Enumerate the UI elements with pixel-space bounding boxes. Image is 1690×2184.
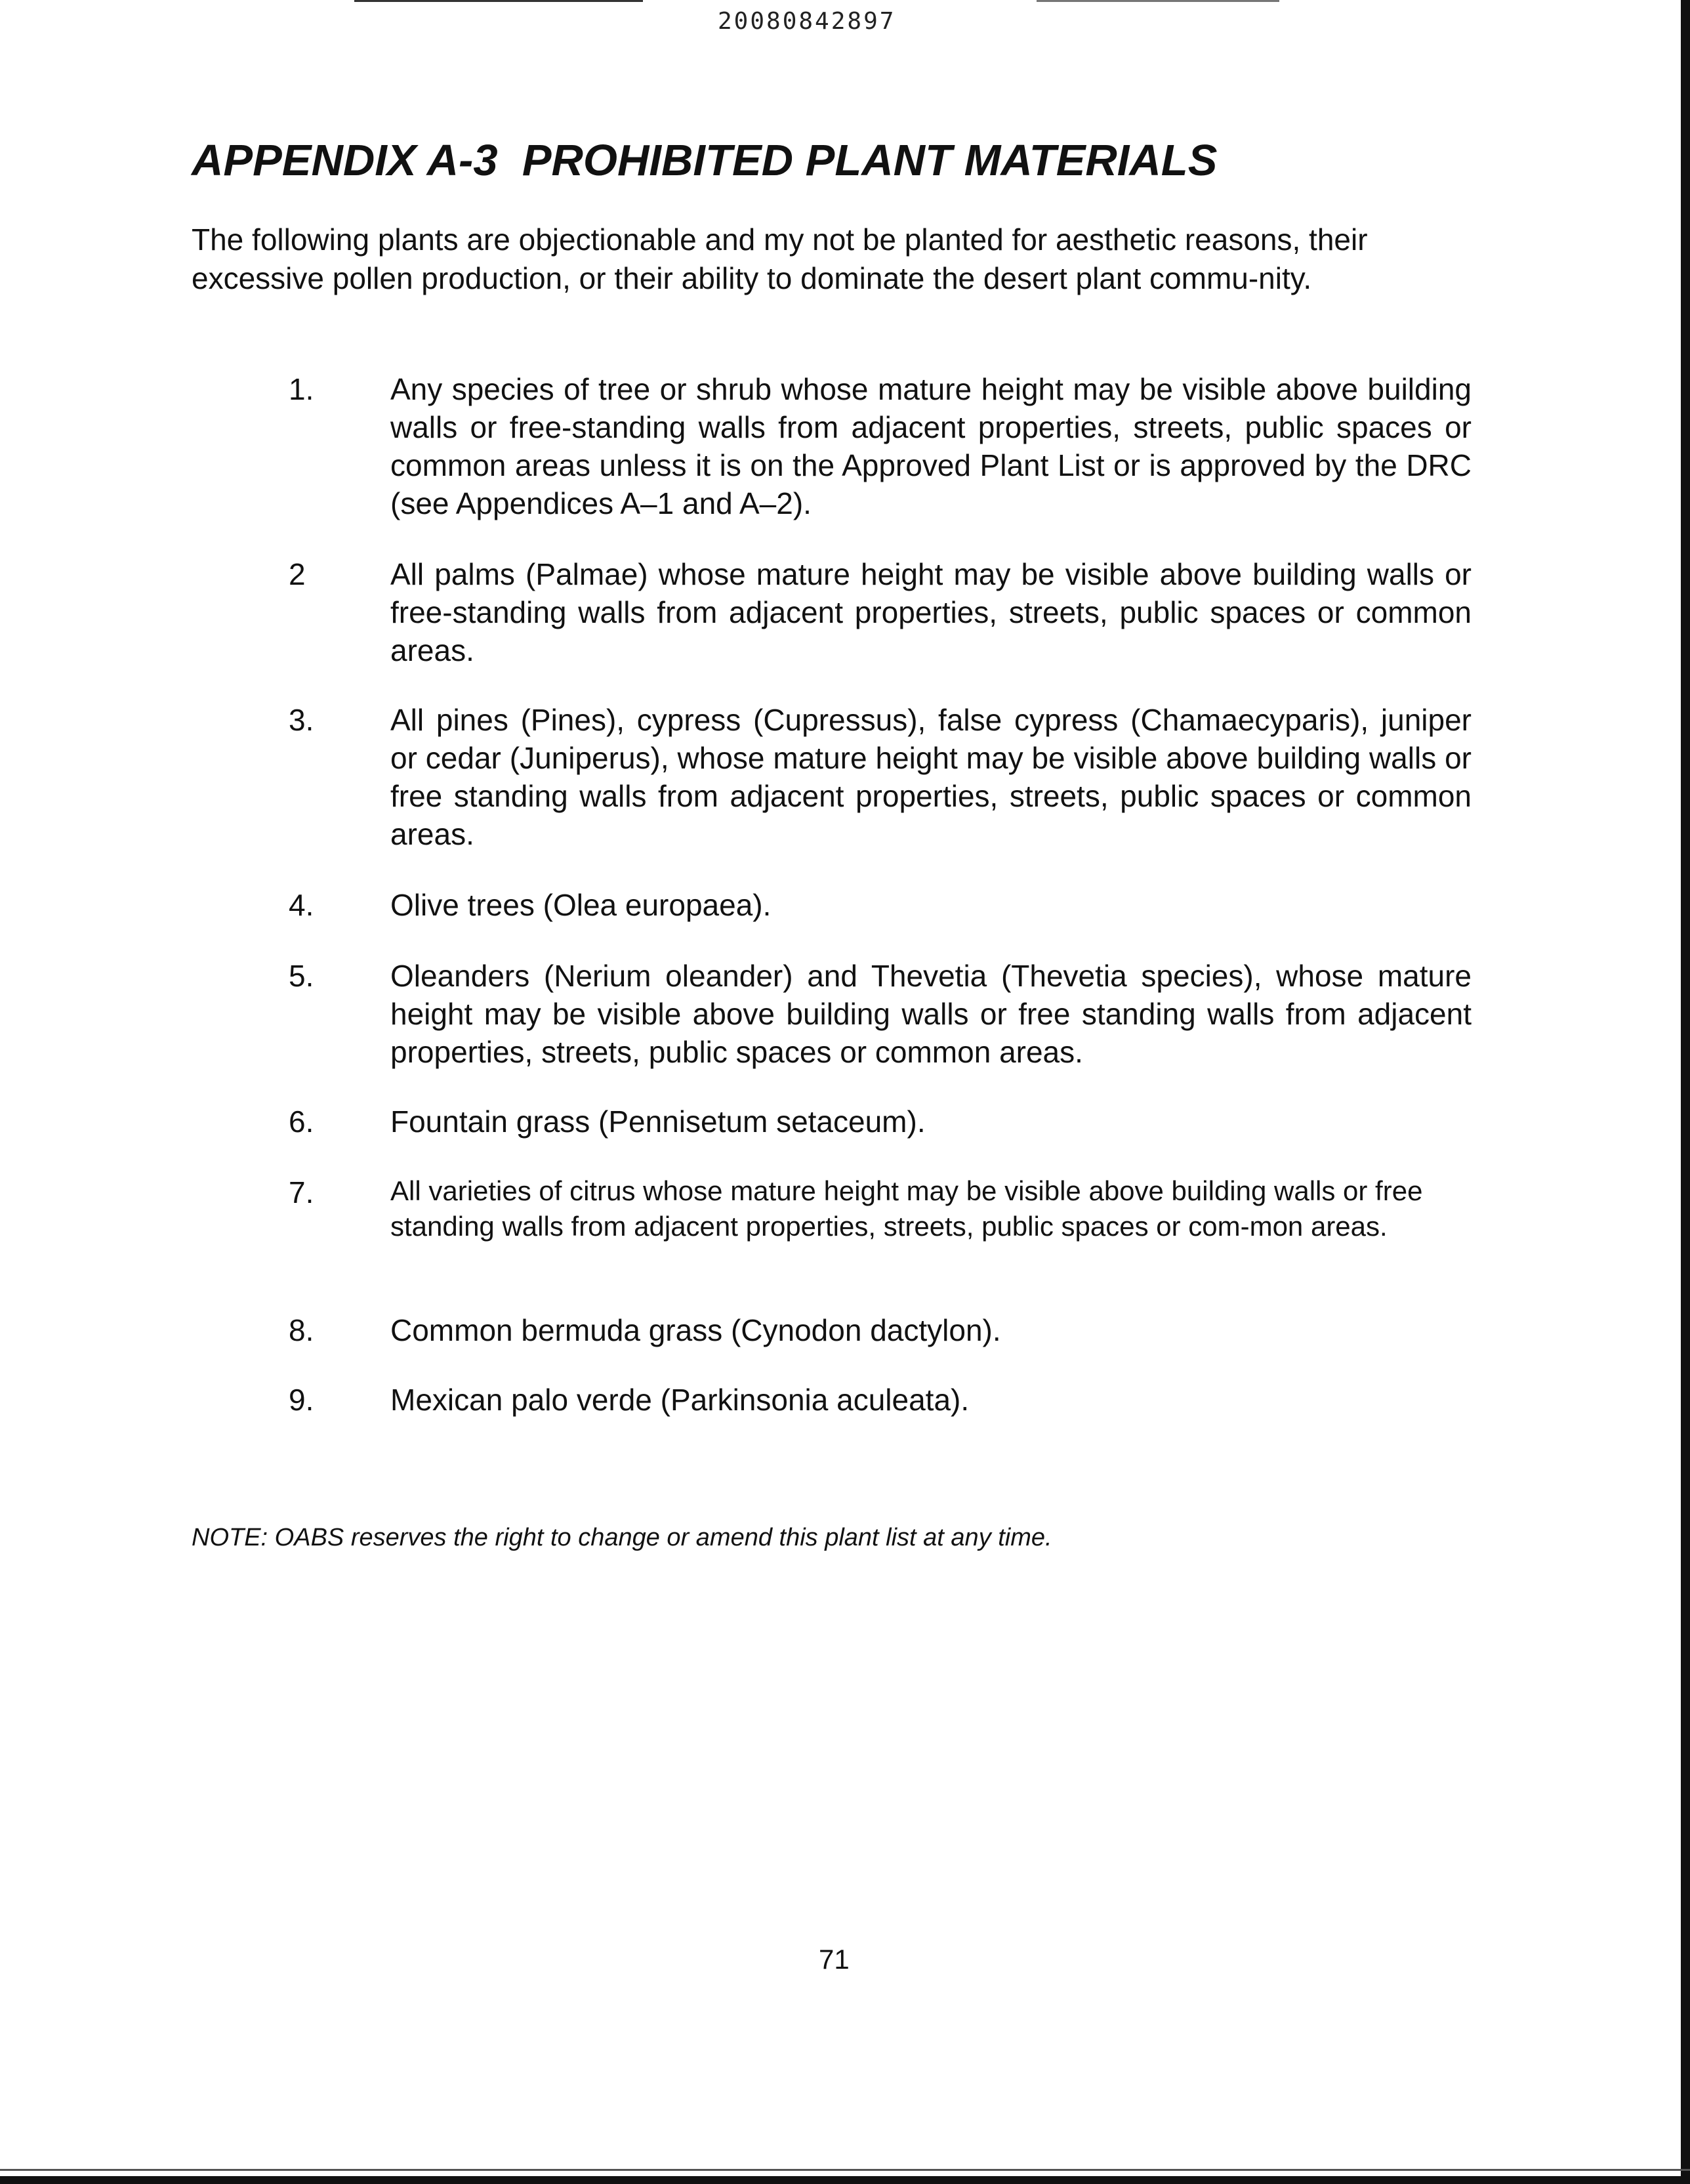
item-number: 5. <box>289 959 314 993</box>
top-rule-right <box>1037 0 1279 2</box>
scan-edge-bottom-line <box>0 2169 1690 2171</box>
item-number: 3. <box>289 703 314 737</box>
page-title: APPENDIX A-3 PROHIBITED PLANT MATERIALS <box>192 136 1218 185</box>
item-number: 2 <box>289 557 306 591</box>
item-number: 9. <box>289 1383 314 1417</box>
intro-paragraph: The following plants are objectionable and my not be planted for aesthetic reasons, their excessive pollen production, or their ability to dominate the desert plant commu-nity. <box>192 222 1368 295</box>
item-text: All pines (Pines), cypress (Cupressus), false cypress (Chamaecyparis), juniper or cedar (Juniperus), whose mature height may be visible above building walls or free standing walls from adjacent properties, streets, public spaces or common areas. <box>390 703 1472 851</box>
item-text: Fountain grass (Pennisetum setaceum). <box>390 1104 926 1139</box>
item-number: 8. <box>289 1313 314 1347</box>
scan-edge-bottom <box>0 2176 1690 2184</box>
item-text: All varieties of citrus whose mature height may be visible above building walls or free standing walls from adjacent properties, streets, public spaces or com-mon areas. <box>390 1175 1423 1242</box>
item-text: Oleanders (Nerium oleander) and Thevetia (Thevetia species), whose mature height may be visible above building walls or free standing walls from adjacent properties, streets, public spaces or common areas. <box>390 959 1472 1069</box>
item-text: Common bermuda grass (Cynodon dactylon). <box>390 1313 1001 1347</box>
scan-edge-right <box>1681 0 1690 2184</box>
item-number: 4. <box>289 888 314 922</box>
item-text: Olive trees (Olea europaea). <box>390 888 772 922</box>
item-number: 7. <box>289 1175 314 1209</box>
item-text: Mexican palo verde (Parkinsonia aculeata). <box>390 1383 970 1417</box>
footnote: NOTE: OABS reserves the right to change or amend this plant list at any time. <box>192 1524 1052 1551</box>
item-number: 1. <box>289 372 314 406</box>
document-number: 20080842897 <box>718 8 896 35</box>
top-rule-left <box>354 0 643 2</box>
item-text: All palms (Palmae) whose mature height may be visible above building walls or free-standing walls from adjacent properties, streets, public spaces or common areas. <box>390 557 1472 667</box>
item-number: 6. <box>289 1104 314 1139</box>
page-number: 71 <box>819 1944 850 1975</box>
item-text: Any species of tree or shrub whose mature height may be visible above building walls or free-standing walls from adjacent properties, streets, public spaces or common areas unless it is on the Approved Plant List or is approved by the DRC (see Appendices A–1 and A–2). <box>390 372 1472 520</box>
